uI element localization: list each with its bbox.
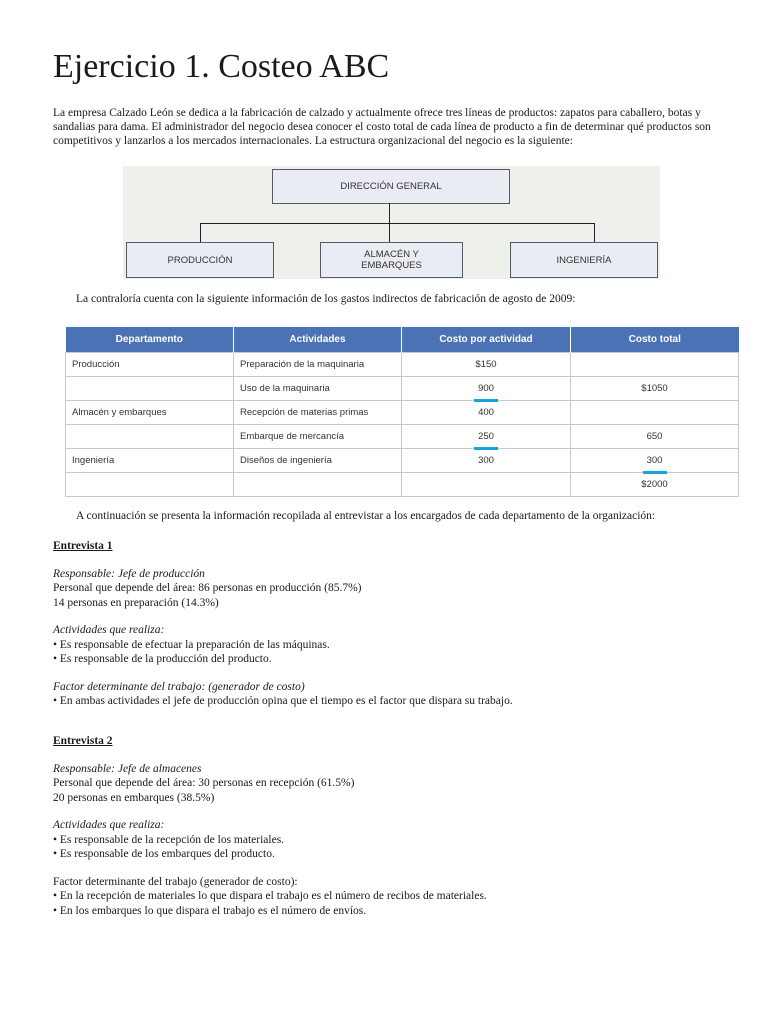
cell-actividad: Preparación de la maquinaria [234, 353, 402, 377]
table-row [66, 473, 739, 497]
interview-2-activity-1: • Es responsable de la recepción de los materiales. [53, 833, 285, 846]
table-row [66, 353, 739, 377]
org-connector [594, 223, 595, 242]
header-costo-total: Costo total [571, 327, 739, 353]
cell-costo-actividad: 300 [402, 449, 571, 473]
interview-1-activities-label: Actividades que realiza: [53, 624, 165, 636]
interview-2-factor-label: Factor determinante del trabajo (generador de costo): [53, 875, 298, 888]
cell-costo-actividad: $150 [402, 353, 571, 377]
cell-costo-actividad [402, 425, 571, 449]
org-box-almacen-line2: EMBARQUES [361, 260, 422, 271]
interview-2-factor-1: • En la recepción de materiales lo que dispara el trabajo es el número de recibos de materiales. [53, 890, 487, 902]
cell-costo-total [571, 353, 739, 377]
header-actividades: Actividades [234, 327, 402, 353]
cell-actividad: Embarque de mercancía [234, 425, 402, 449]
cell-grand-total: $2000 [571, 473, 739, 497]
interview-2-activities-label: Actividades que realiza: [53, 819, 165, 831]
page-title: Ejercicio 1. Costeo ABC [53, 48, 390, 85]
cell-costo-total [571, 401, 739, 425]
cell-actividad [234, 473, 402, 497]
table-row [66, 401, 739, 425]
cell-actividad: Uso de la maquinaria [234, 377, 402, 401]
cell-departamento [66, 473, 234, 497]
table-row [66, 377, 739, 401]
org-connector [200, 223, 201, 242]
cell-costo-total: $1050 [571, 377, 739, 401]
intro-paragraph: La empresa Calzado León se dedica a la fabricación de calzado y actualmente ofrece tres líneas de productos: zapatos para caballero, botas y sandalias para dama. El administrador del negocio desea conocer el costo total de cada línea de producto a fin de determinar qué productos son competitivos y lanzarlos a los mercados internacionales. La estructura organizacional del negocio es la siguiente: [53, 107, 711, 147]
cell-costo-actividad [402, 473, 571, 497]
org-box-produccion: PRODUCCIÓN [126, 242, 274, 278]
cell-costo-actividad [402, 377, 571, 401]
interview-1-staff-2: 14 personas en preparación (14.3%) [53, 596, 219, 609]
cell-departamento [66, 425, 234, 449]
interview-1-responsible: Responsable: Jefe de producción [53, 567, 205, 580]
org-box-direccion-general: DIRECCIÓN GENERAL [272, 169, 510, 204]
interview-2-staff-2: 20 personas en embarques (38.5%) [53, 791, 215, 804]
table-row [66, 425, 739, 449]
interview-1-factor-label: Factor determinante del trabajo: (generador de costo) [53, 680, 305, 693]
interview-1-factor-1: • En ambas actividades el jefe de producción opina que el tiempo es el factor que dispara su trabajo. [53, 695, 513, 707]
cell-actividad: Recepción de materias primas [234, 401, 402, 425]
org-connector [200, 223, 594, 224]
org-box-almacen [320, 242, 463, 278]
org-connector [389, 203, 390, 223]
contraloria-paragraph: La contraloría cuenta con la siguiente información de los gastos indirectos de fabricación de agosto de 2009: [76, 293, 576, 305]
cell-costo-actividad-value: 250 [478, 431, 494, 442]
interview-2-activity-2: • Es responsable de los embarques del producto. [53, 848, 275, 860]
cell-costo-actividad-value: 900 [478, 383, 494, 394]
interview-1-heading: Entrevista 1 [53, 540, 113, 552]
table-row [66, 449, 739, 473]
interview-2-staff-1: Personal que depende del área: 30 personas en recepción (61.5%) [53, 777, 355, 789]
interview-2-factor-2: • En los embarques lo que dispara el trabajo es el número de envíos. [53, 904, 367, 917]
cell-costo-total: 650 [571, 425, 739, 449]
org-chart [123, 166, 660, 279]
interview-2-responsible: Responsable: Jefe de almacenes [53, 762, 202, 775]
interviews-intro: A continuación se presenta la información recopilada al entrevistar a los encargados de cada departamento de la organización: [76, 510, 656, 522]
cell-departamento [66, 377, 234, 401]
interview-1-activity-1: • Es responsable de efectuar la preparación de las máquinas. [53, 638, 330, 651]
org-connector [389, 223, 390, 242]
interview-1-activity-2: • Es responsable de la producción del producto. [53, 653, 272, 665]
interview-2 [53, 734, 733, 918]
cell-departamento: Almacén y embarques [66, 401, 234, 425]
cell-costo-total-value: 300 [646, 455, 663, 466]
org-box-ingenieria: INGENIERÍA [510, 242, 658, 278]
cell-actividad: Diseños de ingeniería [234, 449, 402, 473]
org-box-almacen-line1: ALMACÉN Y [364, 249, 419, 260]
cost-table [65, 327, 738, 497]
interview-2-heading: Entrevista 2 [53, 735, 113, 747]
interview-1 [53, 539, 733, 709]
header-costo-actividad: Costo por actividad [402, 327, 571, 353]
cell-costo-total [571, 449, 739, 473]
cell-departamento: Ingeniería [66, 449, 234, 473]
cell-departamento: Producción [66, 353, 234, 377]
table-header-row [66, 327, 739, 353]
header-departamento: Departamento [66, 327, 234, 353]
interview-1-staff-1: Personal que depende del área: 86 personas en producción (85.7%) [53, 582, 362, 594]
cell-costo-actividad: 400 [402, 401, 571, 425]
